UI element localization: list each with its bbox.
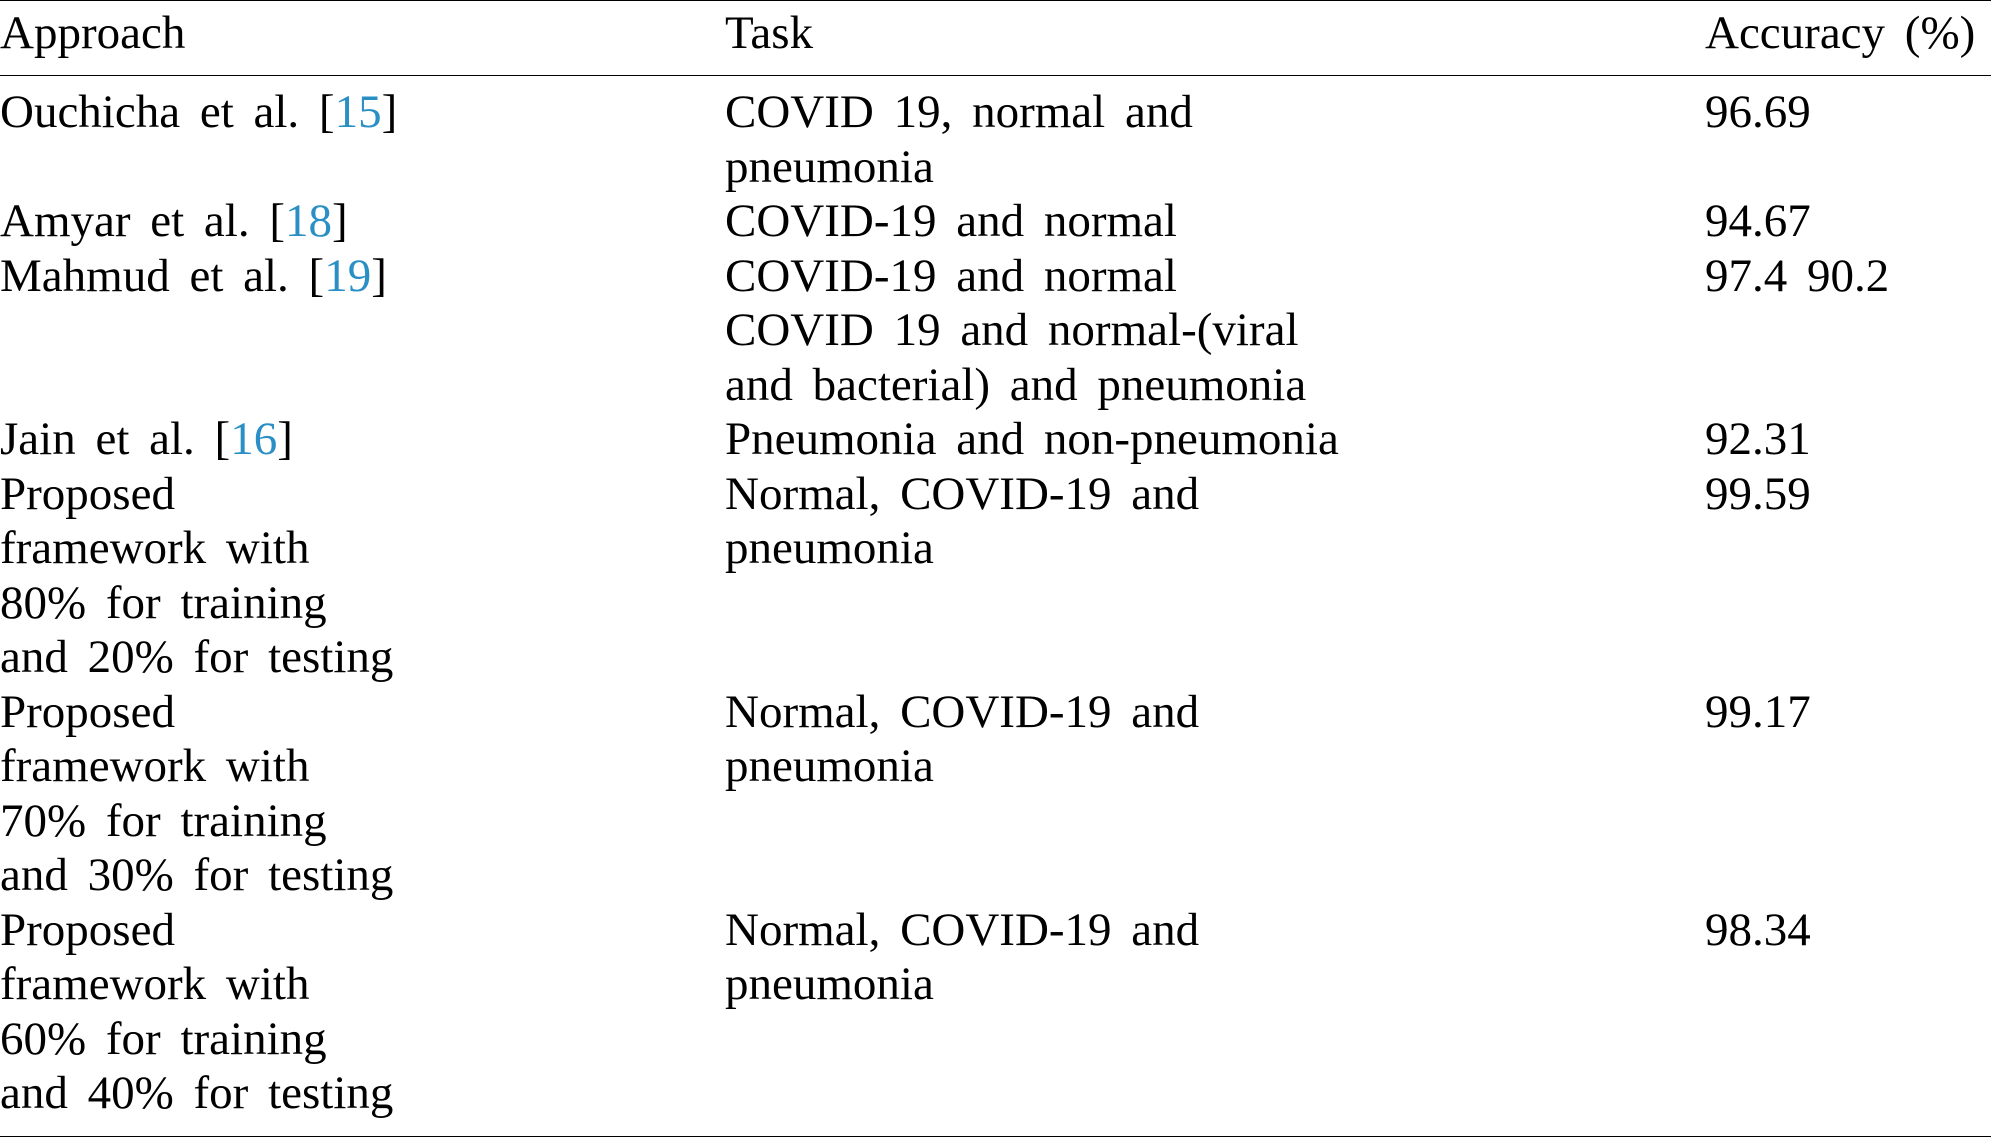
approach-cell: Proposed framework with 70% for training and 30% for testing (0, 685, 394, 901)
task-cell: COVID-19 and normal (725, 195, 1177, 247)
task-cell: COVID 19, normal and pneumonia (725, 86, 1193, 193)
approach-text: Jain et al. [ (0, 413, 231, 465)
reference-link[interactable]: 15 (334, 86, 382, 138)
table-row (0, 467, 1991, 685)
accuracy-cell: 92.31 (1705, 413, 1811, 465)
task-cell: Normal, COVID-19 and pneumonia (725, 467, 1200, 574)
header-approach: Approach (0, 7, 186, 59)
reference-link[interactable]: 18 (285, 195, 333, 247)
approach-cell (0, 412, 725, 467)
approach-text: Ouchicha et al. [ (0, 86, 335, 138)
task-cell: Normal, COVID-19 and pneumonia (725, 903, 1200, 1010)
table-header-row (0, 0, 1991, 75)
table-row (0, 194, 1991, 249)
approach-bracket: ] (332, 195, 348, 247)
approach-text: Amyar et al. [ (0, 195, 286, 247)
reference-link[interactable]: 16 (230, 413, 278, 465)
accuracy-cell: 99.17 (1705, 685, 1811, 738)
table-row (0, 685, 1991, 903)
header-accuracy: Accuracy (%) (1705, 7, 1976, 59)
table-row (0, 412, 1991, 467)
approach-cell (0, 75, 725, 194)
table-row (0, 249, 1991, 413)
header-task: Task (725, 7, 814, 59)
task-cell: Pneumonia and non-pneumonia (725, 413, 1339, 465)
approach-cell (0, 249, 725, 413)
accuracy-cell: 96.69 (1705, 86, 1811, 138)
accuracy-cell: 99.59 (1705, 467, 1811, 520)
task-cell: Normal, COVID-19 and pneumonia (725, 685, 1200, 792)
approach-cell: Proposed framework with 80% for training and 20% for testing (0, 467, 394, 683)
approach-cell (0, 194, 725, 249)
approach-bracket: ] (381, 86, 398, 138)
accuracy-cell: 97.4 90.2 (1705, 249, 1890, 302)
reference-link[interactable]: 19 (324, 249, 372, 302)
approach-bracket: ] (371, 249, 387, 302)
approach-bracket: ] (277, 413, 293, 465)
table-row (0, 75, 1991, 194)
approach-text: Mahmud et al. [ (0, 249, 325, 302)
accuracy-cell: 98.34 (1705, 903, 1811, 956)
approach-cell: Proposed framework with 60% for training and 40% for testing (0, 903, 394, 1119)
table-row (0, 903, 1991, 1121)
accuracy-cell: 94.67 (1705, 195, 1811, 247)
task-cell: COVID-19 and normal COVID 19 and normal-(viral and bacterial) and pneumonia (725, 249, 1307, 411)
